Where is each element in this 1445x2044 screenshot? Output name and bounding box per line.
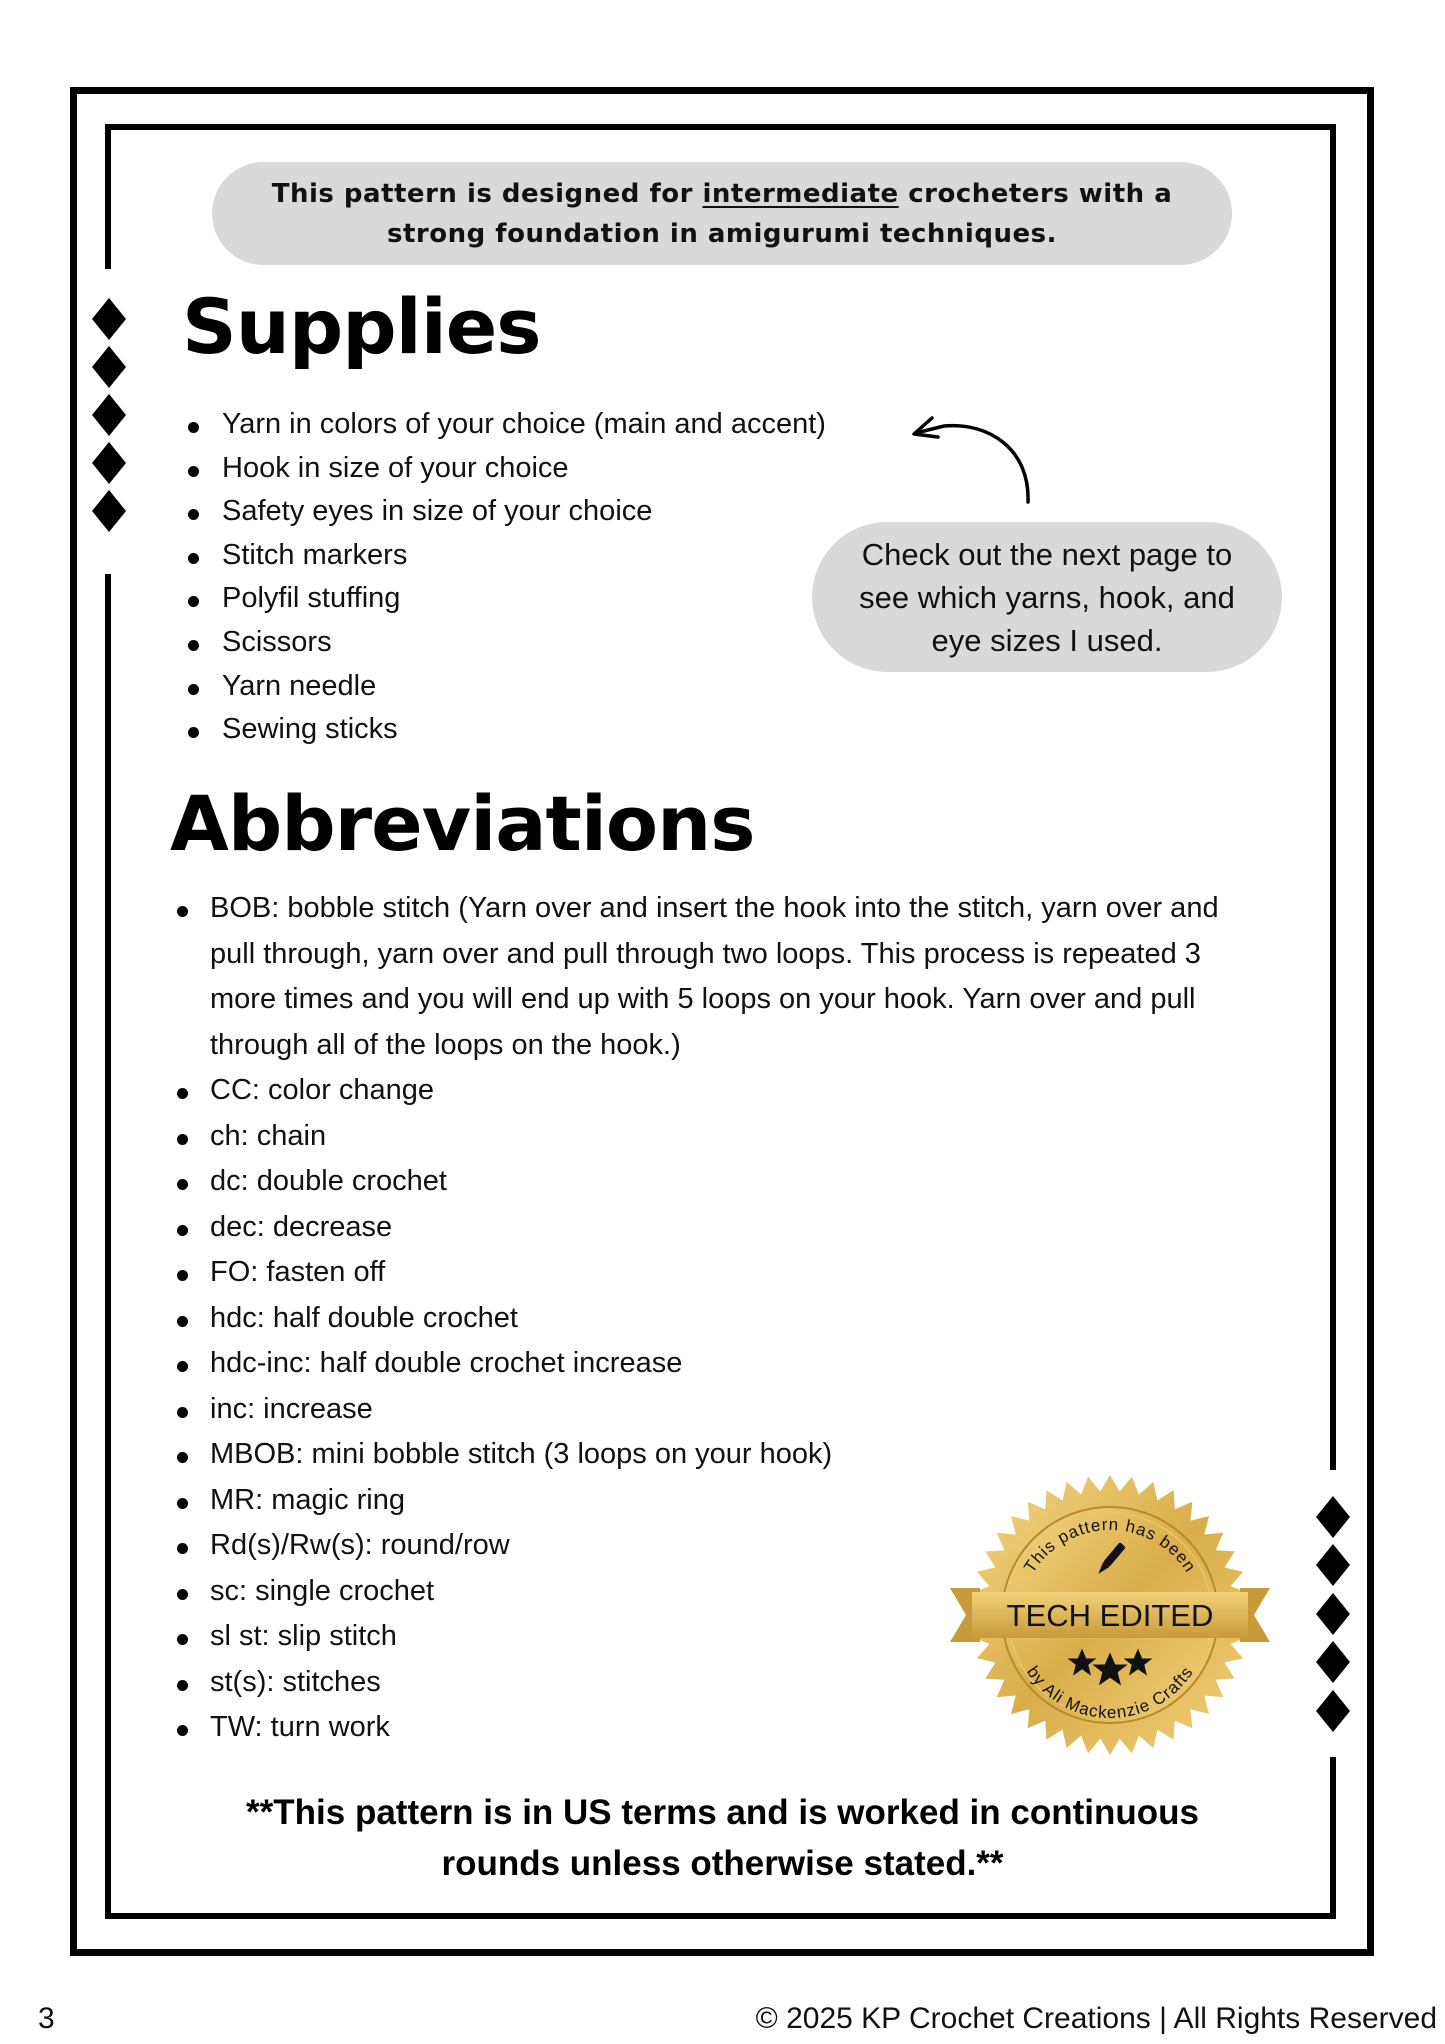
supplies-heading: Supplies <box>182 282 541 371</box>
seal-banner-text: TECH EDITED <box>1006 1598 1214 1633</box>
us-terms-note <box>160 1787 1285 1889</box>
list-item: Yarn needle <box>186 665 826 709</box>
list-item: CC: color change <box>175 1068 1265 1114</box>
list-item: dec: decrease <box>175 1205 1265 1251</box>
outer-border-bottom <box>70 1949 1374 1956</box>
list-item: Safety eyes in size of your choice <box>186 490 826 534</box>
outer-border-top <box>70 87 1374 94</box>
list-item: hdc: half double crochet <box>175 1296 1265 1342</box>
list-item: MBOB: mini bobble stitch (3 loops on your hook) <box>175 1432 1265 1478</box>
list-item: Sewing sticks <box>186 708 826 752</box>
inner-border-right-lower <box>1330 1757 1336 1919</box>
page-number: 3 <box>38 2002 55 2035</box>
diamond-icon <box>92 394 114 424</box>
list-item: Scissors <box>186 621 826 665</box>
diamond-icon <box>1316 1690 1338 1720</box>
diamond-icon <box>1316 1593 1338 1623</box>
list-item: Yarn in colors of your choice (main and accent) <box>186 403 826 447</box>
outer-border-right <box>1367 87 1374 1956</box>
outer-border-left <box>70 87 77 1956</box>
list-item: st(s): stitches <box>175 1660 1265 1706</box>
diamond-icon <box>1316 1641 1338 1671</box>
skill-level-line-1 <box>272 174 1173 214</box>
skill-level-text: crocheters with a <box>898 178 1173 209</box>
list-item: ch: chain <box>175 1114 1265 1160</box>
skill-level-line-2: strong foundation in amigurumi techniques. <box>387 218 1057 249</box>
diamond-icon <box>92 442 114 472</box>
inner-border-left-lower <box>105 574 111 1919</box>
diamond-icon <box>1316 1496 1338 1526</box>
tech-edited-seal <box>950 1470 1270 1760</box>
list-item: sl st: slip stitch <box>175 1614 1265 1660</box>
supplies-list <box>186 403 826 752</box>
diamond-icon <box>92 298 114 328</box>
curved-arrow-icon <box>900 410 1040 510</box>
list-item: Polyfil stuffing <box>186 577 826 621</box>
note-line-1: **This pattern is in US terms and is worked in continuous <box>246 1793 1199 1832</box>
list-item: TW: turn work <box>175 1705 1265 1751</box>
list-item: Stitch markers <box>186 534 826 578</box>
list-item: sc: single crochet <box>175 1569 1265 1615</box>
abbreviations-heading: Abbreviations <box>170 779 755 868</box>
list-item: MR: magic ring <box>175 1478 1265 1524</box>
seal-bottom-text: by Ali Mackenzie Crafts <box>1023 1662 1197 1723</box>
list-item: FO: fasten off <box>175 1250 1265 1296</box>
skill-level-banner <box>212 162 1232 265</box>
skill-level-text: This pattern is designed for <box>271 178 703 209</box>
inner-border-top <box>105 124 1336 130</box>
list-item: Hook in size of your choice <box>186 447 826 491</box>
diamond-icon <box>1316 1544 1338 1574</box>
list-item: dc: double crochet <box>175 1159 1265 1205</box>
inner-border-right-upper <box>1330 124 1336 1470</box>
diamond-icon <box>92 346 114 376</box>
next-page-callout <box>812 522 1282 672</box>
inner-border-bottom <box>105 1913 1336 1919</box>
copyright-notice: © 2025 KP Crochet Creations | All Rights Reserved <box>755 2002 1437 2035</box>
skill-level-emphasis: intermediate <box>702 178 899 209</box>
diamond-icon <box>92 490 114 520</box>
callout-text: Check out the next page to see which yarns, hook, and eye sizes I used. <box>859 536 1235 658</box>
list-item: Rd(s)/Rw(s): round/row <box>175 1523 1265 1569</box>
seal-top-text: This pattern has been <box>1020 1514 1200 1577</box>
note-line-2: rounds unless otherwise stated.** <box>441 1844 1004 1883</box>
list-item: hdc-inc: half double crochet increase <box>175 1341 1265 1387</box>
list-item: inc: increase <box>175 1387 1265 1433</box>
list-item: BOB: bobble stitch (Yarn over and insert the hook into the stitch, yarn over and pull through, yarn over and pull through two loops. This process is repeated 3 more times and you will end up with 5 loops on your hook. Yarn over and pull through all of the loops on the hook.) <box>175 886 1265 1068</box>
inner-border-left-upper <box>105 124 111 269</box>
